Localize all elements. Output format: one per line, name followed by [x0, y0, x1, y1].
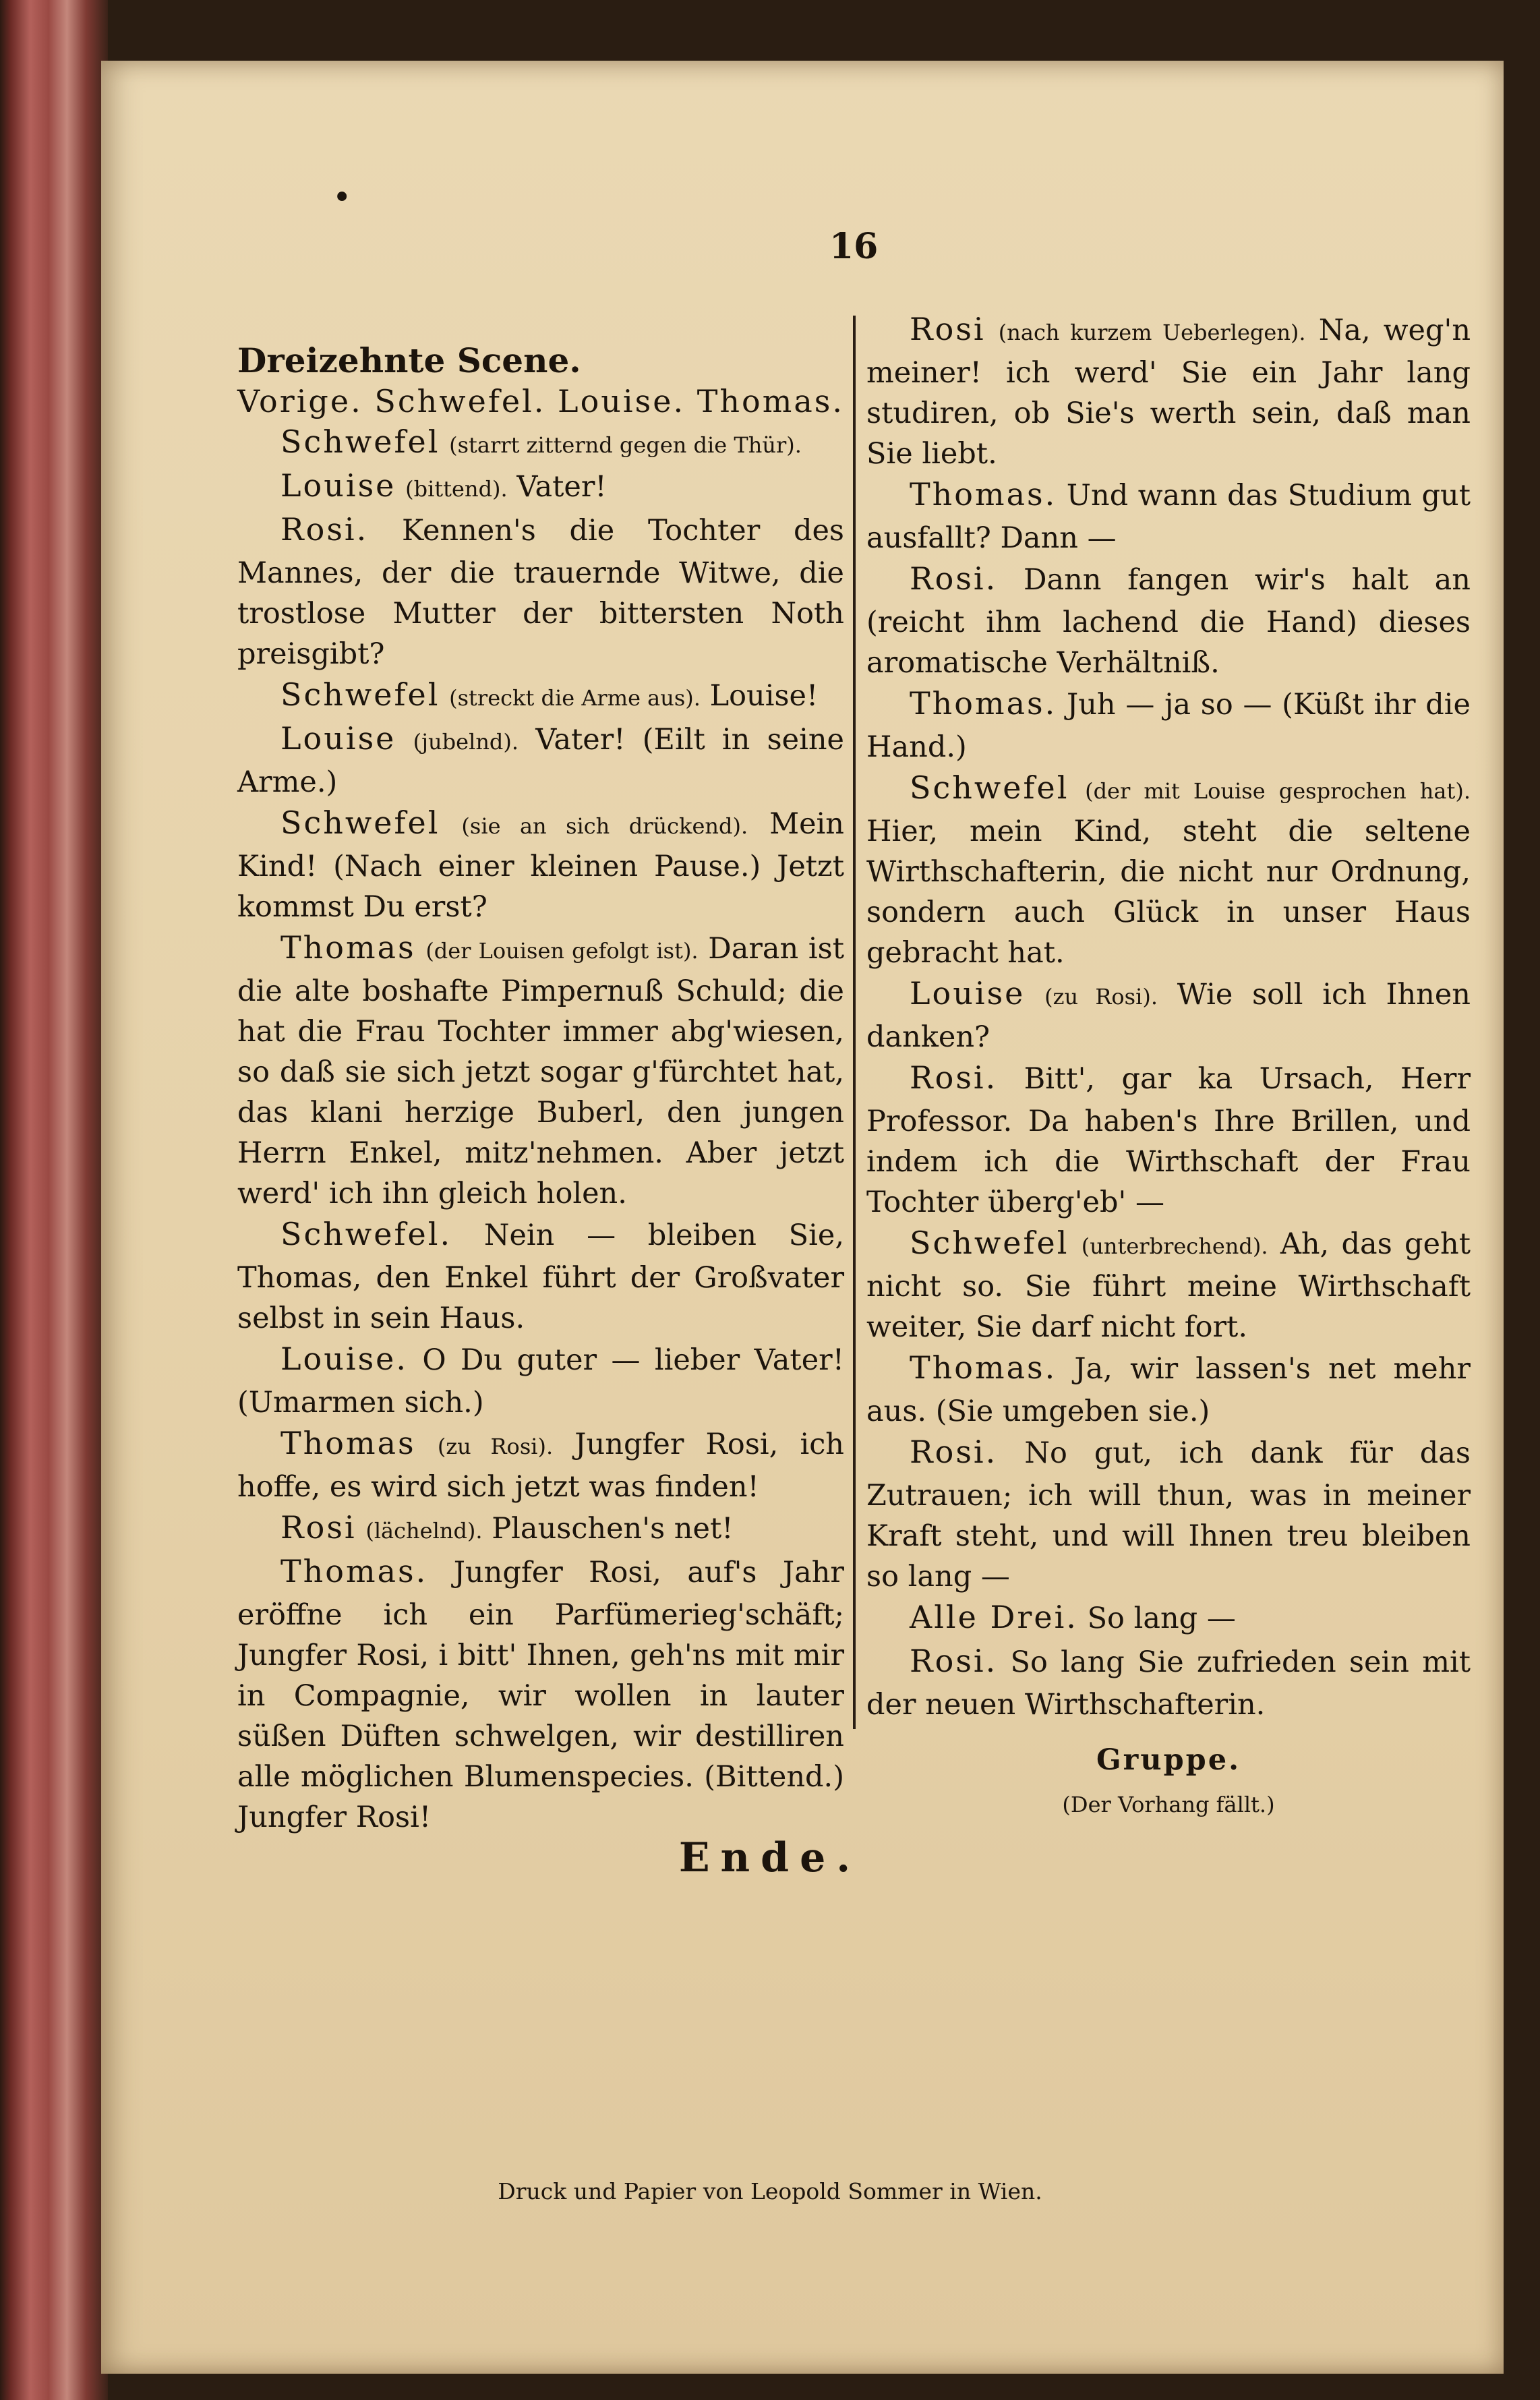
speaker-name: Rosi.: [910, 1643, 998, 1679]
page-number: 16: [829, 226, 879, 267]
dialogue-text: No gut, ich dank für das Zutrauen; ich will thun, was in meiner Kraft steht, und will Ihnen treu bleiben so lang —: [866, 1436, 1471, 1593]
right-column-body: [866, 309, 1471, 1725]
dialogue-text: Dann fangen wir's halt an (reicht ihm lachend die Hand) dieses aromatische Verhältniß.: [866, 563, 1471, 680]
dialogue-line: [237, 1507, 844, 1551]
scene-title: Dreizehnte Scene.: [237, 341, 581, 380]
speaker-name: Rosi.: [910, 1434, 998, 1470]
dialogue-text: Bitt', gar ka Ursach, Herr Professor. Da haben's Ihre Brillen, und indem ich die Wirthschaft der Frau Tochter überg'eb' —: [866, 1062, 1471, 1219]
speaker-name: Louise.: [280, 1341, 409, 1377]
dialogue-text: Vater! (Eilt in seine Arme.): [237, 723, 844, 799]
dialogue-line: [866, 973, 1471, 1057]
speaker-name: Alle Drei.: [910, 1599, 1078, 1635]
dialogue-text: Nein — bleiben Sie, Thomas, den Enkel führt der Großvater selbst in sein Haus.: [237, 1219, 844, 1335]
dialogue-text: Plauschen's net!: [482, 1512, 734, 1546]
dialogue-text: So lang —: [1077, 1602, 1236, 1635]
stage-direction: (jubelnd).: [413, 729, 519, 755]
dialogue-line: [237, 927, 844, 1214]
speaker-name: Thomas.: [280, 1553, 428, 1589]
dialogue-text: Hier, mein Kind, steht die seltene Wirthschafterin, die nicht nur Ordnung, sondern auch Glück in unser Haus gebracht hat.: [866, 815, 1471, 970]
dialogue-text: So lang Sie zufrieden sein mit der neuen Wirthschafterin.: [866, 1645, 1471, 1722]
speaker-name: Thomas.: [910, 685, 1057, 722]
dialogue-text: Vater!: [507, 470, 607, 504]
curtain-direction: (Der Vorhang fällt.): [1062, 1792, 1275, 1817]
dialogue-text: Daran ist die alte boshafte Pimpernuß Schuld; die hat die Frau Tochter immer abg'wiesen, so daß sie sich jetzt sogar g'fürchtet hat, das klani herzige Buberl, den jungen Herrn Enkel, mitz'nehmen. Aber jetzt werd' ich ihn gleich holen.: [237, 932, 844, 1210]
speaker-name: Schwefel.: [280, 1216, 452, 1252]
speaker-name: Schwefel: [280, 423, 440, 460]
stage-direction: (zu Rosi).: [1044, 984, 1158, 1009]
dialogue-line: [866, 558, 1471, 683]
left-column: [237, 341, 844, 1838]
scene-cast: Vorige. Schwefel. Louise. Thomas.: [237, 383, 844, 419]
stage-direction: (streckt die Arme aus).: [449, 685, 701, 711]
end-mark: Ende.: [678, 1834, 862, 1881]
stage-direction: (bittend).: [405, 476, 508, 502]
dialogue-line: [237, 802, 844, 927]
dialogue-text: Wie soll ich Ihnen danken?: [866, 978, 1471, 1054]
dialogue-line: [866, 1641, 1471, 1725]
printer-imprint: Druck und Papier von Leopold Sommer in Wien.: [498, 2178, 1042, 2204]
dialogue-text: Juh — ja so — (Küßt ihr die Hand.): [866, 688, 1471, 764]
dialogue-text: Jungfer Rosi, auf's Jahr eröffne ich ein Parfümerieg'schäft; Jungfer Rosi, i bitt' Ihnen, geh'ns mit mir in Compagnie, wir wollen in lauter süßen Düften schwelgen, wir destilliren alle möglichen Blumenspecies. (Bittend.) Jungfer Rosi!: [237, 1556, 844, 1834]
speaker-name: Schwefel: [910, 1225, 1069, 1261]
dialogue-text: Ah, das geht nicht so. Sie führt meine Wirthschaft weiter, Sie darf nicht fort.: [866, 1227, 1471, 1344]
speaker-name: Schwefel: [910, 769, 1069, 806]
tableau-direction: Gruppe.: [1096, 1743, 1241, 1777]
dialogue-line: [237, 1339, 844, 1423]
dialogue-line: [866, 767, 1471, 973]
page-ornament: •: [332, 179, 352, 216]
dialogue-line: [237, 674, 844, 718]
speaker-name: Schwefel: [280, 676, 440, 713]
stage-direction: (der Louisen gefolgt ist).: [425, 938, 699, 964]
dialogue-text: Kennen's die Tochter des Mannes, der die trauernde Witwe, die trostlose Mutter der bittersten Noth preisgibt?: [237, 514, 844, 671]
dialogue-line: [866, 1347, 1471, 1432]
stage-direction: (sie an sich drückend).: [461, 813, 748, 839]
stage-direction: (zu Rosi).: [437, 1434, 554, 1459]
dialogue-line: [866, 474, 1471, 558]
dialogue-line: [237, 421, 844, 465]
stage-direction: (der mit Louise gesprochen hat).: [1085, 778, 1471, 804]
dialogue-line: [866, 1432, 1471, 1597]
speaker-name: Rosi.: [280, 511, 369, 548]
speaker-name: Rosi: [280, 1509, 357, 1546]
book-spine: [0, 0, 108, 2400]
right-column: [866, 309, 1471, 1825]
dialogue-text: Ja, wir lassen's net mehr aus. (Sie umgeben sie.): [866, 1352, 1471, 1428]
column-divider: [853, 316, 856, 1729]
speaker-name: Schwefel: [280, 804, 440, 841]
dialogue-text: Mein Kind! (Nach einer kleinen Pause.) Jetzt kommst Du erst?: [237, 807, 844, 924]
dialogue-text: Louise!: [700, 679, 819, 713]
speaker-name: Louise: [280, 720, 396, 757]
dialogue-line: [866, 1597, 1471, 1641]
left-column-body: [237, 421, 844, 1838]
speaker-name: Thomas.: [910, 1349, 1057, 1386]
dialogue-text: Na, weg'n meiner! ich werd' Sie ein Jahr lang studiren, ob Sie's werth sein, daß man Sie liebt.: [866, 314, 1471, 471]
speaker-name: Louise: [280, 467, 396, 504]
dialogue-line: [237, 1551, 844, 1838]
speaker-name: Rosi.: [910, 1059, 998, 1096]
dialogue-line: [866, 683, 1471, 767]
speaker-name: Rosi.: [910, 560, 998, 597]
dialogue-line: [866, 1057, 1471, 1223]
stage-direction: (unterbrechend).: [1081, 1233, 1268, 1259]
dialogue-line: [237, 718, 844, 802]
speaker-name: Thomas: [280, 929, 416, 966]
dialogue-line: [237, 509, 844, 674]
stage-direction: (nach kurzem Ueberlegen).: [998, 320, 1306, 345]
dialogue-line: [237, 1214, 844, 1339]
dialogue-text: O Du guter — lieber Vater! (Umarmen sich.): [237, 1343, 844, 1419]
speaker-name: Louise: [910, 975, 1026, 1012]
dialogue-line: [866, 309, 1471, 474]
stage-direction: (lächelnd).: [365, 1518, 483, 1544]
dialogue-text: Jungfer Rosi, ich hoffe, es wird sich jetzt was finden!: [237, 1428, 845, 1504]
speaker-name: Thomas.: [910, 476, 1057, 513]
stage-direction: (starrt zitternd gegen die Thür).: [449, 432, 802, 458]
dialogue-line: [237, 1423, 844, 1507]
dialogue-line: [866, 1223, 1471, 1347]
dialogue-text: Und wann das Studium gut ausfallt? Dann —: [866, 479, 1471, 555]
speaker-name: Rosi: [910, 311, 986, 347]
dialogue-line: [237, 465, 844, 509]
speaker-name: Thomas: [280, 1425, 416, 1461]
